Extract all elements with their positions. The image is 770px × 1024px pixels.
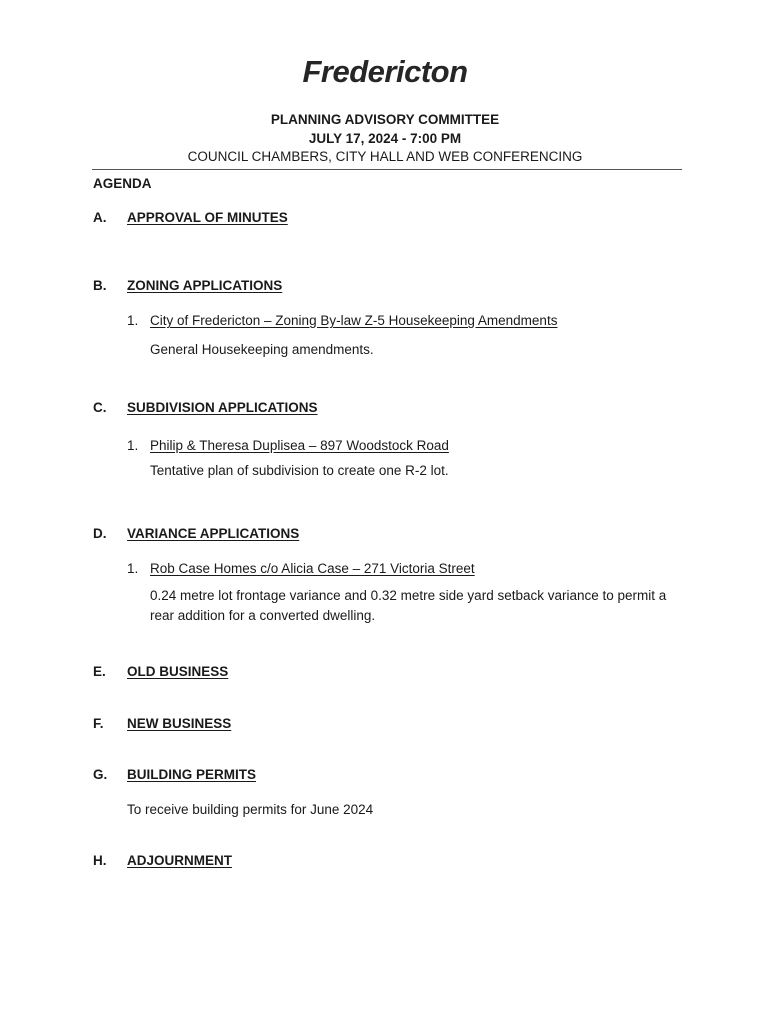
section-letter: A. (93, 210, 107, 225)
section-letter: G. (93, 767, 108, 782)
agenda-item (127, 438, 449, 453)
section-letter: F. (93, 716, 104, 731)
section-title: APPROVAL OF MINUTES (127, 210, 288, 225)
agenda-item (127, 313, 557, 328)
section-variance-applications (93, 526, 299, 541)
agenda-item (127, 561, 475, 576)
section-letter: D. (93, 526, 107, 541)
section-approval-of-minutes (93, 210, 288, 225)
section-letter: B. (93, 278, 107, 293)
item-description: General Housekeeping amendments. (150, 342, 374, 357)
item-number: 1. (127, 438, 139, 453)
item-description: 0.24 metre lot frontage variance and 0.32 metre side yard setback variance to permit a rear addition for a converted dwelling. (150, 588, 667, 623)
section-letter: E. (93, 664, 106, 679)
section-old-business (93, 664, 228, 679)
item-number: 1. (127, 561, 139, 576)
section-title: OLD BUSINESS (127, 664, 229, 679)
section-adjournment (93, 853, 232, 868)
item-description: Tentative plan of subdivision to create one R-2 lot. (150, 463, 449, 478)
section-building-permits (93, 767, 256, 782)
section-title: VARIANCE APPLICATIONS (127, 526, 300, 541)
section-title: ADJOURNMENT (127, 853, 233, 868)
committee-title: PLANNING ADVISORY COMMITTEE (270, 112, 500, 127)
header-divider (92, 169, 682, 170)
agenda-label: AGENDA (93, 176, 152, 191)
item-title: Philip & Theresa Duplisea – 897 Woodstock Road (150, 438, 449, 453)
section-title: ZONING APPLICATIONS (127, 278, 283, 293)
section-letter: H. (93, 853, 107, 868)
section-title: BUILDING PERMITS (127, 767, 257, 782)
item-number: 1. (127, 313, 139, 328)
item-title: City of Fredericton – Zoning By-law Z-5 Housekeeping Amendments (150, 313, 558, 328)
section-zoning-applications (93, 278, 282, 293)
item-title: Rob Case Homes c/o Alicia Case – 271 Victoria Street (150, 561, 475, 576)
section-description: To receive building permits for June 2024 (127, 802, 374, 817)
meeting-date-time: JULY 17, 2024 - 7:00 PM (308, 130, 462, 146)
section-title: NEW BUSINESS (127, 716, 232, 731)
section-letter: C. (93, 400, 107, 415)
section-new-business (93, 716, 231, 731)
section-subdivision-applications (93, 400, 318, 415)
meeting-location: COUNCIL CHAMBERS, CITY HALL AND WEB CONFERENCING (187, 149, 583, 164)
document-header (0, 111, 770, 167)
fredericton-logo: Fredericton (302, 54, 468, 89)
section-title: SUBDIVISION APPLICATIONS (127, 400, 318, 415)
